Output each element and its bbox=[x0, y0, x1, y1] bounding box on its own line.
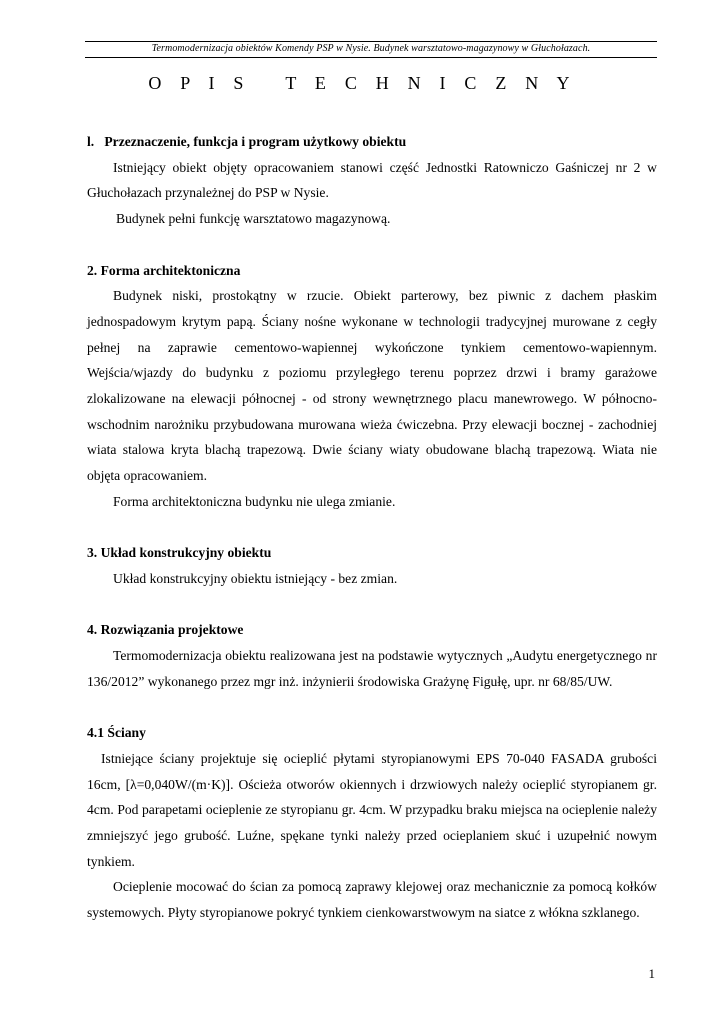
header-bottom-rule bbox=[85, 57, 657, 58]
section-4-1-paragraph-1: Istniejące ściany projektuje się ocieplić płytami styropianowymi EPS 70-040 FASADA grubości 16cm, [λ=0,040W/(m·K)]. Ościeża otworów okiennych i drzwiowych należy ocieplić styropianem gr. 4cm. Pod parapetami ocieplenie ze styropianu gr. 4cm. W przypadku braku miejsca na ocieplenie należy zmniejszyć jego grubość. Luźne, spękane tynki należy przed ocieplaniem skuć i uzupełnić nowym tynkiem. bbox=[87, 750, 657, 869]
document-body bbox=[87, 129, 657, 926]
page-number: 1 bbox=[648, 966, 655, 981]
section-1-paragraph-2: Budynek pełni funkcję warsztatowo magazynową. bbox=[116, 211, 391, 227]
section-2-paragraph-2: Forma architektoniczna budynku nie ulega zmianie. bbox=[113, 493, 396, 509]
section-3-paragraph-1: Układ konstrukcyjny obiektu istniejący - bez zmian. bbox=[113, 570, 398, 586]
section-4-paragraph-1: Termomodernizacja obiektu realizowana jest na podstawie wytycznych „Audytu energetycznego nr 136/2012” wykonanego przez mgr inż. inżynierii środowiska Grażynę Figułę, upr. nr 68/85/UW. bbox=[87, 648, 657, 689]
header-top-rule bbox=[85, 41, 657, 42]
section-3-heading: 3. Układ konstrukcyjny obiektu bbox=[87, 545, 272, 561]
section-4-1-heading: 4.1 Ściany bbox=[87, 725, 146, 741]
running-header: Termomodernizacja obiektów Komendy PSP w Nysie. Budynek warsztatowo-magazynowy w Głuchołazach. bbox=[151, 43, 591, 54]
section-1-heading: l. Przeznaczenie, funkcja i program użytkowy obiektu bbox=[87, 134, 407, 149]
section-1-paragraph-1: Istniejący obiekt objęty opracowaniem stanowi część Jednostki Ratowniczo Gaśniczej nr 2 w Głuchołazach przynależnej do PSP w Nysie. bbox=[87, 159, 657, 201]
section-4-1-paragraph-2: Ocieplenie mocować do ścian za pomocą zaprawy klejowej oraz mechanicznie za pomocą kołków systemowych. Płyty styropianowe pokryć tynkiem cienkowarstwowym na siatce z włókna szklanego. bbox=[87, 879, 657, 921]
section-2-heading: 2. Forma architektoniczna bbox=[87, 262, 241, 278]
section-2-paragraph-1: Budynek niski, prostokątny w rzucie. Obiekt parterowy, bez piwnic z dachem płaskim jednospadowym krytym papą. Ściany nośne wykonane w technologii tradycyjnej murowane z cegły pełnej na zaprawie cementowo-wapiennej wykończone tynkiem cementowo-wapiennym. Wejścia/wjazdy do budynku z poziomu przyległego terenu poprzez drzwi i bramy garażowe zlokalizowane na elewacji północnej - od strony wewnętrznego placu manewrowego. W północno-wschodnim narożniku przybudowana murowana wieża ćwiczebna. Przy elewacji bocznej - zachodniej wiata stalowa kryta blachą trapezową. Dwie ściany wiaty obudowane blachą trapezową. Wiata nie objęta opracowaniem. bbox=[87, 288, 657, 484]
document-title: O P I S T E C H N I C Z N Y bbox=[148, 73, 577, 93]
section-4-heading: 4. Rozwiązania projektowe bbox=[87, 622, 244, 638]
